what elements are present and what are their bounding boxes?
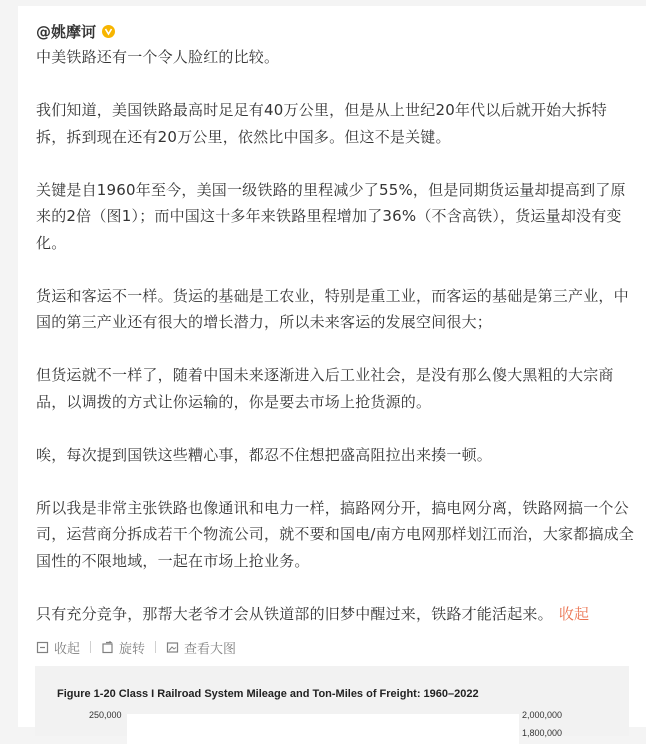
left-axis-tick: 250,000: [89, 710, 122, 720]
collapse-icon: [36, 641, 49, 654]
right-axis-tick: 1,800,000: [522, 728, 563, 738]
chart-plot-area: [127, 714, 519, 744]
figure-title: Figure 1-20 Class I Railroad System Mileage and Ton-Miles of Freight: 1960–2022: [57, 688, 479, 700]
post-paragraph: 中美铁路还有一个令人脸红的比较。: [36, 48, 280, 66]
view-large-label: 查看大图: [184, 641, 237, 657]
post-paragraph: 关键是自1960年至今，美国一级铁路的里程减少了55%，但是同期货运量却提高到了原来的2倍（图1）；而中国这十多年来铁路里程增加了36%（不含高铁），货运量却没有变化。: [36, 180, 626, 252]
verified-badge-icon: [102, 25, 115, 38]
weibo-post-card: [18, 6, 646, 738]
post-author: [36, 19, 115, 43]
post-paragraph: 唉，每次提到国铁这些糟心事，都忍不住想把盛高阻拉出来揍一顿。: [36, 445, 493, 464]
post-paragraph: 所以我是非常主张铁路也像通讯和电力一样，搞路网分开，搞电网分离，铁路网搞一个公司，运营商分拆成若干个物流公司，就不要和国电/南方电网那样划江而治，大家都搞成全国性的不限地域，一起在市场上抢业务。: [36, 498, 635, 570]
post-paragraph: 我们知道，美国铁路最高时足足有40万公里，但是从上世纪20年代以后就开始大拆特拆，拆到现在还有20万公里，依然比中国多。但这不是关键。: [36, 101, 607, 146]
post-paragraph: 货运和客运不一样。货运的基础是工农业，特别是重工业，而客运的基础是第三产业，中国的第三产业还有很大的增长潜力，所以未来客运的发展空间很大；: [36, 286, 629, 331]
rotate-icon: [101, 641, 114, 654]
rotate-image-button[interactable]: [101, 638, 145, 657]
image-actions-bar: [36, 636, 246, 658]
image-icon: [166, 641, 179, 654]
right-axis-tick: 2,000,000: [522, 710, 563, 720]
post-paragraph: 但货运就不一样了，随着中国未来逐渐进入后工业社会，是没有那么傻大黑粗的大宗商品，以调拨的方式让你运输的，你是要去市场上抢货源的。: [36, 366, 614, 411]
rotate-label: 旋转: [119, 641, 146, 657]
author-name[interactable]: @姚摩诃: [36, 22, 97, 41]
collapse-label: 收起: [54, 641, 81, 657]
divider: [90, 641, 91, 653]
post-body: [36, 44, 636, 627]
chart-image[interactable]: [35, 666, 629, 736]
post-paragraph-last: [36, 601, 636, 628]
last-paragraph-text: 只有充分竞争，那帮大老爷才会从铁道部的旧梦中醒过来，铁路才能活起来。: [36, 604, 553, 623]
divider: [155, 641, 156, 653]
collapse-image-button[interactable]: [36, 638, 80, 657]
collapse-text-link[interactable]: 收起: [558, 604, 590, 623]
view-large-image-button[interactable]: [166, 638, 236, 657]
